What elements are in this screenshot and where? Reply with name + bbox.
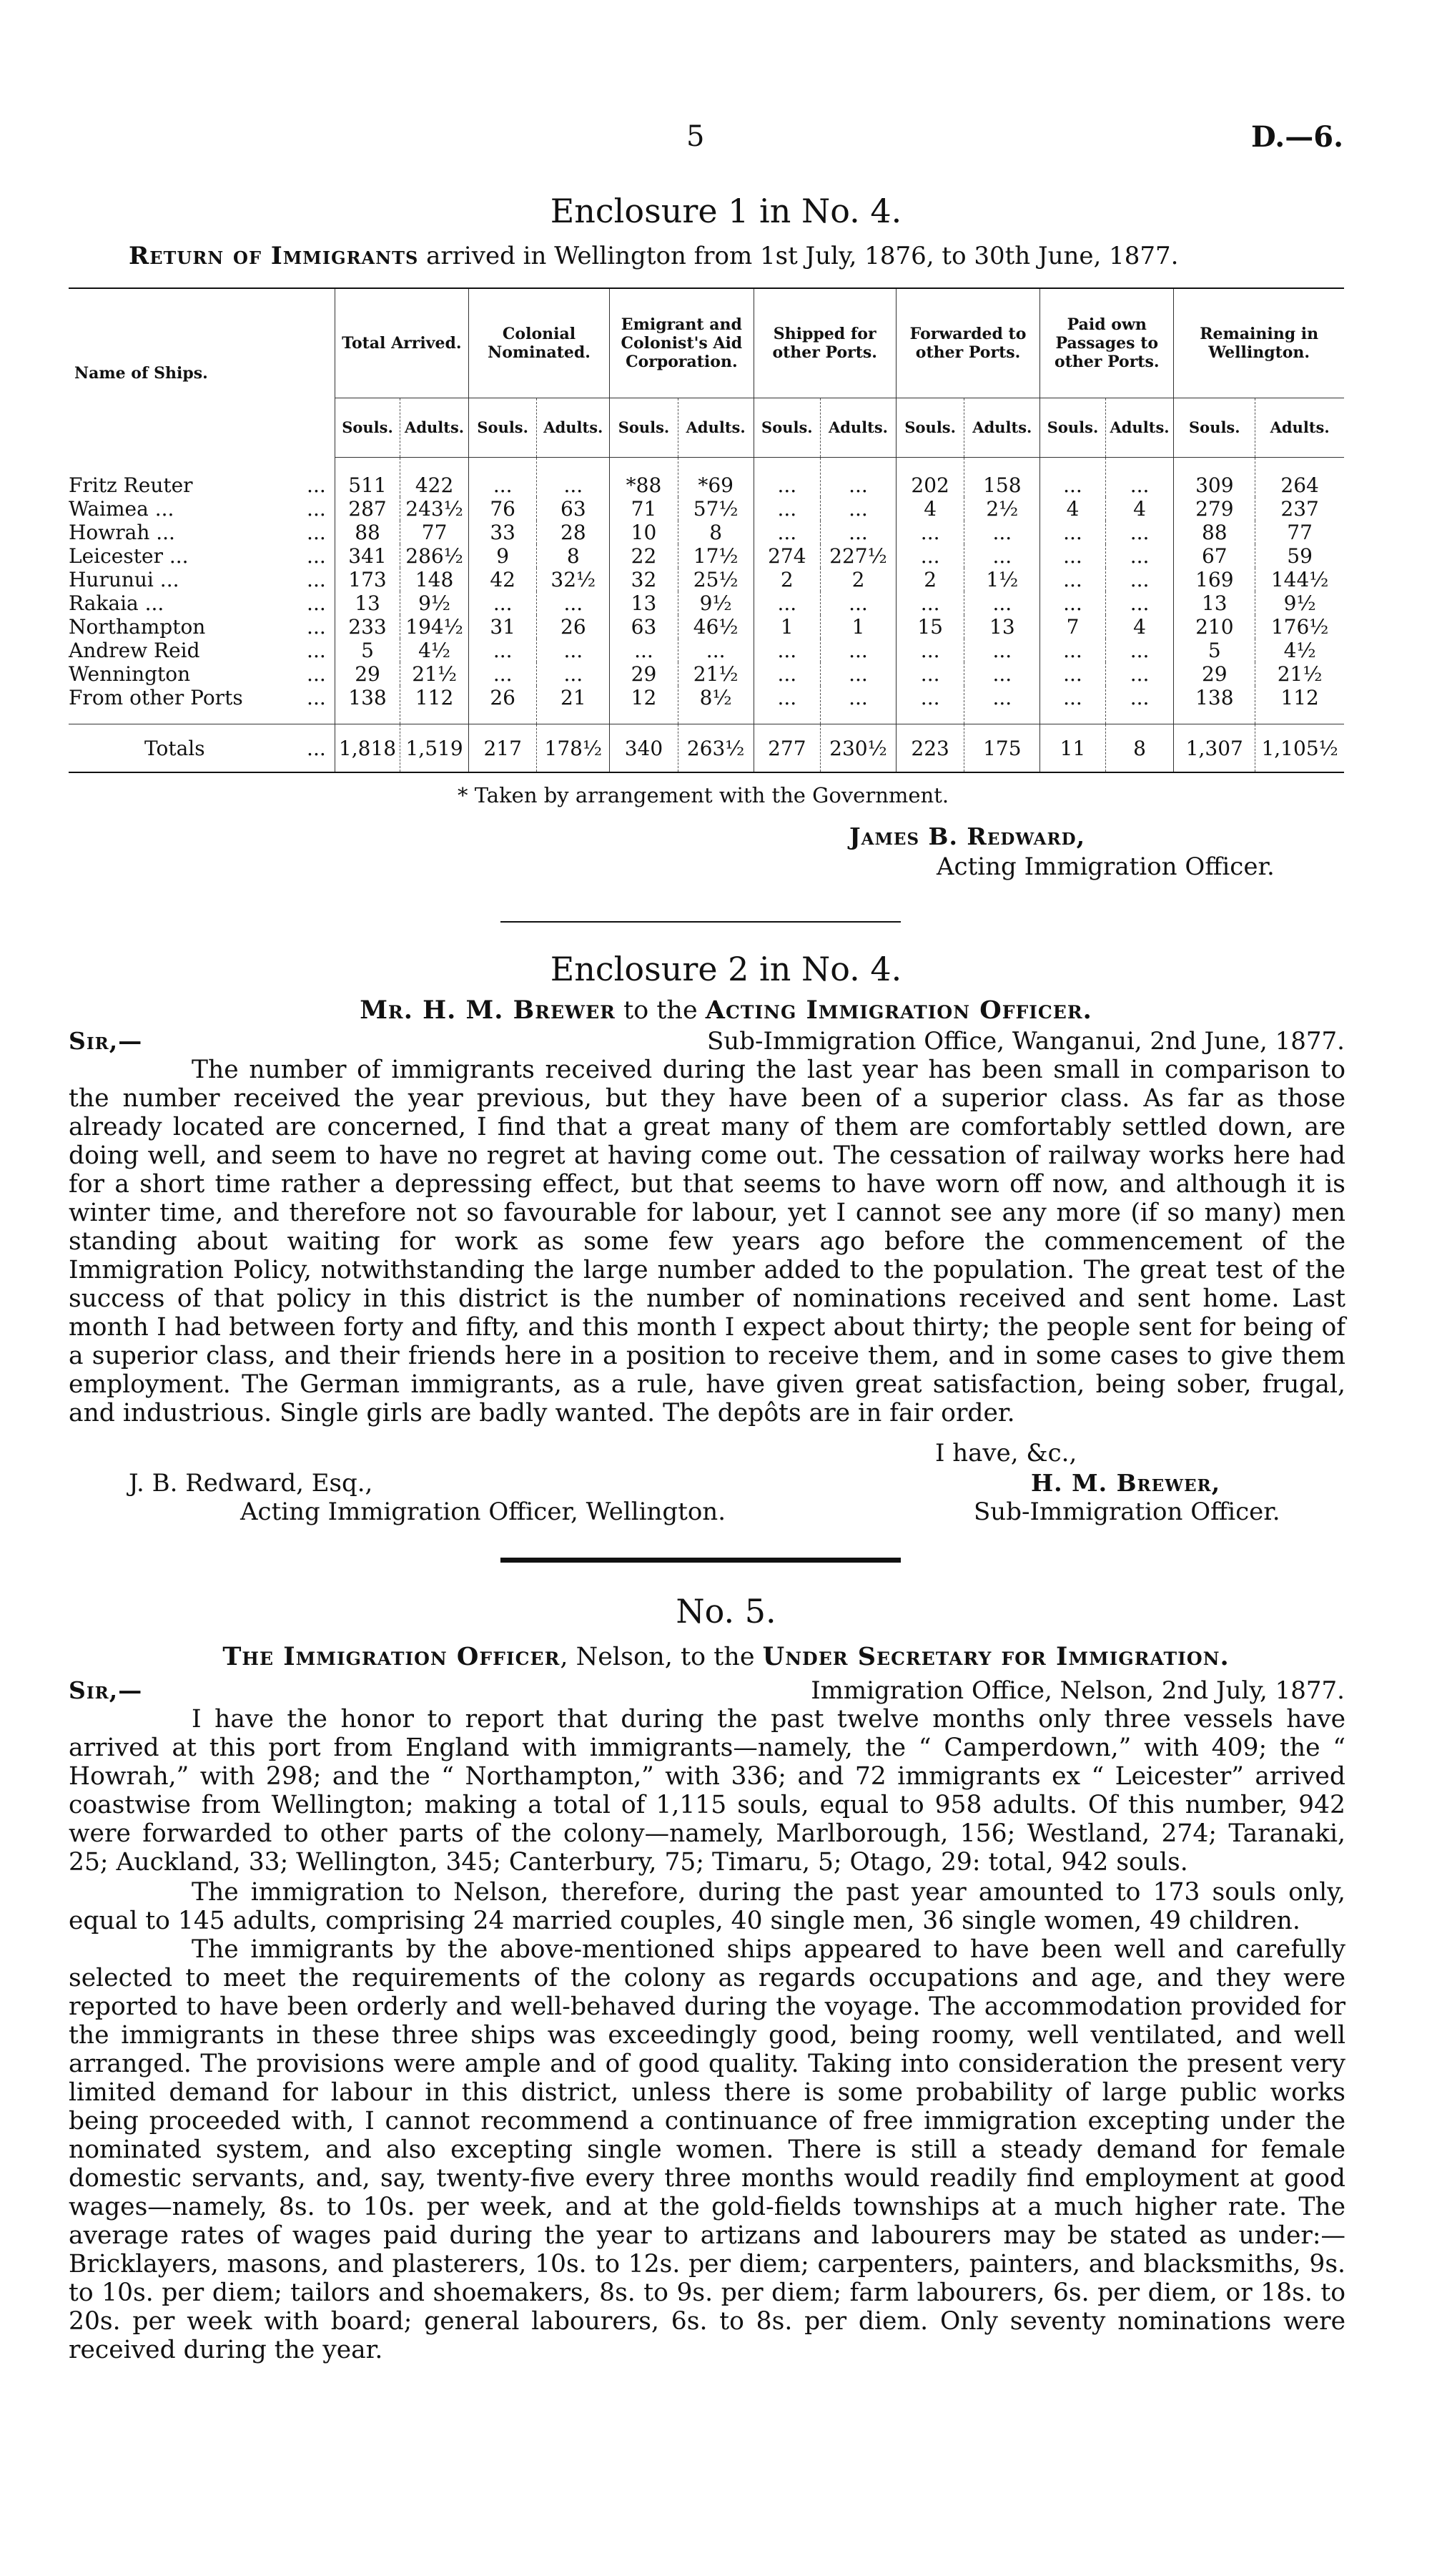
enclosure-1-title: Enclosure 1 in No. 4. [550, 192, 902, 230]
leader-dots: ... [307, 521, 326, 544]
cell-adults: ... [821, 497, 897, 521]
cell-souls: 7 [1040, 615, 1106, 639]
cell-adults: 57½ [678, 497, 754, 521]
totals-row [69, 724, 1344, 773]
cell-adults: ... [964, 521, 1040, 544]
cell-souls: ... [896, 591, 964, 615]
cell-souls: 1,818 [335, 724, 400, 773]
cell-adults: ... [821, 639, 897, 662]
letter-to: Acting Immigration Officer. [705, 996, 1092, 1025]
column-group-colonial-nominated: Colonial Nominated. [468, 288, 609, 398]
column-group-remaining-in-wellington: Remaining in Wellington. [1174, 288, 1344, 398]
cell-souls: ... [754, 497, 821, 521]
ship-name [69, 639, 335, 662]
leader-dots: ... [307, 639, 326, 662]
cell-adults: 9½ [678, 591, 754, 615]
cell-adults: 8 [678, 521, 754, 544]
cell-souls: 88 [335, 521, 400, 544]
cell-souls: ... [1040, 662, 1106, 686]
cell-adults: 264 [1280, 473, 1319, 497]
recipient-name: J. B. Redward, Esq., [129, 1469, 373, 1498]
cell-souls: ... [754, 662, 821, 686]
cell-adults: 2½ [964, 497, 1040, 521]
cell-adults: ... [1105, 521, 1174, 544]
subheader-adults: Adults. [821, 398, 897, 458]
table-row [69, 521, 1344, 544]
no5-paragraph-2: The immigration to Nelson, therefore, during the past year amounted to 173 souls only, equal to 145 adults, comprising 24 married couples, 40 single men, 36 single women, 49 children. [69, 1878, 1345, 1935]
cell-adults: 32½ [537, 568, 610, 591]
table-row [69, 615, 1344, 639]
cell-adults: 21½ [1277, 662, 1323, 686]
cell-adults: ... [964, 662, 1040, 686]
cell-adults: 46½ [678, 615, 754, 639]
cell-adults: 178½ [537, 724, 610, 773]
ship-name-text: Totals [144, 736, 205, 760]
no5-subheading [0, 1642, 1452, 1671]
signature-title: Acting Immigration Officer. [937, 852, 1275, 881]
ship-name-text: Howrah ... [69, 521, 175, 544]
cell-adults: 63 [537, 497, 610, 521]
ship-name [69, 591, 335, 615]
column-group-paid-own-passages: Paid own Passages to other Ports. [1040, 288, 1174, 398]
ship-name [69, 662, 335, 686]
leader-dots: ... [307, 615, 326, 639]
cell-adults: 9½ [1283, 591, 1316, 615]
letter-from: The Immigration Officer [222, 1642, 560, 1671]
cell-souls: ... [468, 662, 537, 686]
cell-adults: 21 [537, 686, 610, 724]
cell-adults: 8 [1105, 724, 1174, 773]
leader-dots: ... [307, 497, 326, 521]
column-group-shipped-for-other-ports: Shipped for other Ports. [754, 288, 896, 398]
ship-name-text: Rakaia ... [69, 591, 164, 615]
cell-adults: ... [1105, 591, 1174, 615]
subheader-adults: Adults. [1255, 398, 1344, 458]
leader-dots: ... [307, 736, 326, 760]
cell-adults: ... [1105, 662, 1174, 686]
cell-adults: 2 [821, 568, 897, 591]
column-group-forwarded-to-other-ports: Forwarded to other Ports. [896, 288, 1039, 398]
signer-title: Sub-Immigration Officer. [974, 1498, 1280, 1526]
cell-souls: ... [1040, 639, 1106, 662]
cell-adults: 77 [1287, 521, 1313, 544]
ship-name-text: Andrew Reid [69, 639, 200, 662]
cell-souls: 217 [468, 724, 537, 773]
cell-souls: 31 [468, 615, 537, 639]
cell-adults: 176½ [1270, 615, 1329, 639]
subheader-souls: Souls. [1174, 398, 1255, 458]
cell-souls: ... [896, 544, 964, 568]
leader-dots: ... [307, 568, 326, 591]
immigrants-return-table [69, 287, 1344, 773]
cell-souls: 1 [754, 615, 821, 639]
cell-adults: 227½ [821, 544, 897, 568]
cell-souls: ... [1040, 521, 1106, 544]
letter-address: Immigration Office, Nelson, 2nd July, 1877. [811, 1676, 1345, 1705]
letter-closing: I have, &c., [935, 1439, 1077, 1468]
cell-souls: ... [896, 521, 964, 544]
cell-adults: ... [537, 458, 610, 498]
subheader-souls: Souls. [896, 398, 964, 458]
cell-souls: 277 [754, 724, 821, 773]
ship-name [69, 686, 335, 724]
cell-adults: 28 [537, 521, 610, 544]
signer-name: H. M. Brewer, [1031, 1469, 1221, 1497]
cell-adults: ... [1105, 639, 1174, 662]
cell-souls: 5 [335, 639, 400, 662]
enclosure-2-subheading [0, 996, 1452, 1025]
cell-souls: 33 [468, 521, 537, 544]
cell-adults: ... [964, 591, 1040, 615]
cell-adults: ... [1105, 686, 1174, 724]
section-divider-thick [500, 1558, 901, 1563]
cell-souls: 71 [610, 497, 678, 521]
ship-name-text: From other Ports [69, 686, 243, 709]
cell-adults: ... [537, 591, 610, 615]
document-reference: D.—6. [1251, 120, 1343, 154]
cell-adults: 4 [1105, 497, 1174, 521]
leader-dots: ... [307, 544, 326, 568]
cell-souls: 2 [896, 568, 964, 591]
table-row [69, 497, 1344, 521]
signature-name: James B. Redward, [849, 822, 1086, 850]
cell-souls: 67 [1174, 544, 1255, 568]
cell-adults: 8½ [678, 686, 754, 724]
cell-adults: 243½ [400, 497, 469, 521]
cell-souls: 12 [610, 686, 678, 724]
cell-adults: 286½ [400, 544, 469, 568]
no5-title: No. 5. [676, 1592, 776, 1631]
ship-name [69, 568, 335, 591]
subheader-adults: Adults. [678, 398, 754, 458]
cell-souls: 2 [754, 568, 821, 591]
page-number: 5 [686, 120, 705, 153]
leader-dots: ... [307, 662, 326, 686]
cell-adults: 144½ [1270, 568, 1329, 591]
table-row [69, 662, 1344, 686]
cell-adults: 194½ [400, 615, 469, 639]
table-footnote: * Taken by arrangement with the Government. [458, 783, 949, 807]
cell-adults: 8 [537, 544, 610, 568]
cell-adults: 263½ [678, 724, 754, 773]
cell-souls: ... [1040, 591, 1106, 615]
subheader-adults: Adults. [964, 398, 1040, 458]
subheader-souls: Souls. [754, 398, 821, 458]
cell-souls: ... [896, 639, 964, 662]
cell-souls: 340 [610, 724, 678, 773]
cell-souls: 10 [610, 521, 678, 544]
enclosure-1-caption [129, 242, 1178, 270]
cell-adults: ... [678, 639, 754, 662]
cell-souls: 29 [610, 662, 678, 686]
cell-souls: 1,307 [1174, 724, 1255, 773]
cell-souls: 63 [610, 615, 678, 639]
cell-adults: 77 [400, 521, 469, 544]
cell-souls: 11 [1040, 724, 1106, 773]
cell-adults: ... [821, 458, 897, 498]
cell-adults: 230½ [821, 724, 897, 773]
cell-souls: 9 [468, 544, 537, 568]
cell-souls: ... [468, 639, 537, 662]
letter-to: Under Secretary for Immigration. [762, 1642, 1230, 1671]
cell-souls: ... [754, 458, 821, 498]
cell-souls: 511 [335, 458, 400, 498]
ship-name-text: Waimea ... [69, 497, 174, 521]
cell-souls: 287 [335, 497, 400, 521]
recipient-title: Acting Immigration Officer, Wellington. [240, 1498, 726, 1526]
cell-adults: ... [964, 639, 1040, 662]
cell-souls: 26 [468, 686, 537, 724]
cell-souls: 202 [896, 458, 964, 498]
cell-souls: *88 [610, 458, 678, 498]
cell-adults: 1,105½ [1255, 724, 1344, 773]
cell-souls: ... [754, 591, 821, 615]
cell-souls: 5 [1174, 639, 1255, 662]
leader-dots: ... [307, 473, 326, 497]
cell-souls: 29 [1174, 662, 1255, 686]
cell-adults: 13 [964, 615, 1040, 639]
cell-souls: 13 [610, 591, 678, 615]
cell-adults: 21½ [400, 662, 469, 686]
cell-adults: ... [821, 521, 897, 544]
cell-adults: 59 [1287, 544, 1313, 568]
ship-name [69, 724, 335, 773]
cell-adults: 175 [964, 724, 1040, 773]
table-row [69, 568, 1344, 591]
cell-adults: 21½ [678, 662, 754, 686]
cell-souls: ... [896, 662, 964, 686]
cell-adults: 26 [537, 615, 610, 639]
ship-name [69, 615, 335, 639]
cell-souls: 233 [335, 615, 400, 639]
ship-name [69, 497, 335, 521]
cell-souls: ... [1040, 458, 1106, 498]
leader-dots: ... [307, 591, 326, 615]
ship-name-text: Hurunui ... [69, 568, 179, 591]
cell-souls: 29 [335, 662, 400, 686]
subheader-adults: Adults. [1105, 398, 1174, 458]
cell-souls: 210 [1174, 615, 1255, 639]
table-row [69, 686, 1344, 724]
cell-adults: ... [1105, 544, 1174, 568]
enclosure-2-title: Enclosure 2 in No. 4. [550, 950, 902, 988]
cell-souls: ... [468, 591, 537, 615]
cell-adults: 17½ [678, 544, 754, 568]
cell-adults: 1,519 [400, 724, 469, 773]
section-divider [500, 921, 901, 923]
cell-souls: ... [754, 639, 821, 662]
cell-adults: 112 [400, 686, 469, 724]
subheading-connector: , Nelson, to the [560, 1643, 763, 1671]
salutation: Sir,— [69, 1676, 143, 1704]
table-row [69, 591, 1344, 615]
ship-name [69, 544, 335, 568]
cell-adults: ... [821, 686, 897, 724]
subheader-souls: Souls. [1040, 398, 1106, 458]
table-row [69, 639, 1344, 662]
cell-adults: 4½ [400, 639, 469, 662]
subheader-adults: Adults. [400, 398, 469, 458]
table-row [69, 544, 1344, 568]
cell-souls: 309 [1174, 458, 1255, 498]
cell-souls: 32 [610, 568, 678, 591]
cell-souls: 4 [1040, 497, 1106, 521]
cell-adults: ... [537, 639, 610, 662]
leader-dots: ... [307, 686, 326, 709]
cell-souls: 169 [1174, 568, 1255, 591]
table-body [69, 458, 1344, 773]
ship-name [69, 521, 335, 544]
no5-paragraph-1: I have the honor to report that during the past twelve months only three vessels have arrived at this port from England with immigrants—namely, the “ Camperdown,” with 409; the “ Howrah,” with 298; and the “ Northampton,” with 336; and 72 immigrants ex “ Leicester” arrived coastwise from Wellington; making a total of 1,115 souls, equal to 958 adults. Of this number, 942 were forwarded to other parts of the colony—namely, Marlborough, 156; Westland, 274; Taranaki, 25; Auckland, 33; Wellington, 345; Canterbury, 75; Timaru, 5; Otago, 29: total, 942 souls. [69, 1705, 1345, 1877]
cell-souls: ... [754, 686, 821, 724]
cell-adults: 148 [400, 568, 469, 591]
cell-souls: 13 [1174, 591, 1255, 615]
cell-souls: 138 [1174, 686, 1255, 724]
ship-name-text: Wennington [69, 662, 191, 686]
letter-from: Mr. H. M. Brewer [360, 996, 616, 1025]
subheader-souls: Souls. [335, 398, 400, 458]
cell-souls: 22 [610, 544, 678, 568]
letter-body: The number of immigrants received during the last year has been small in comparison to the number received the year previous, but they have been of a superior class. As far as those already located are concerned, I find that a great many of them are comfortably settled down, are doing well, and seem to have no regret at having come out. The cessation of railway works here had for a short time rather a depressing effect, but that seems to have worn off now, and although it is winter time, and therefore not so favourable for labour, yet I cannot see any more (if so many) men standing about waiting for work as some few years ago before the commencement of the Immigration Policy, notwithstanding the large number added to the population. The great test of the success of that policy in this district is the number of nominations received and sent home. Last month I had between forty and fifty, and this month I expect about thirty; the people sent for being of a superior class, and their friends here in a position to receive them, and in some cases to give them employment. The German immigrants, as a rule, have given great satisfaction, being sober, frugal, and industrious. Single girls are badly wanted. The depôts are in fair order. [69, 1056, 1345, 1427]
cell-souls: 4 [896, 497, 964, 521]
cell-adults: ... [821, 591, 897, 615]
cell-adults: 112 [1280, 686, 1319, 709]
cell-souls: ... [754, 521, 821, 544]
no5-paragraph-3: The immigrants by the above-mentioned ships appeared to have been well and carefully selected to meet the requirements of the colony as regards occupations and age, and they were reported to have been orderly and well-behaved during the voyage. The accommodation provided for the immigrants in these three ships was exceedingly good, being roomy, well ventilated, and well arranged. The provisions were ample and of good quality. Taking into consideration the present very limited demand for labour in this district, unless there is some probability of large public works being proceeded with, I cannot recommend a continuance of free immigration excepting under the nominated system, and also excepting single women. There is still a steady demand for female domestic servants, and, say, twenty-five every three months would readily find employment at good wages—namely, 8s. to 10s. per week, and at the gold-fields townships at a much higher rate. The average rates of wages paid during the year to artizans and labourers may be stated as under:—Bricklayers, masons, and plasterers, 10s. to 12s. per diem; carpenters, painters, and blacksmiths, 9s. to 10s. per diem; tailors and shoemakers, 8s. to 9s. per diem; farm labourers, 6s. per diem, or 18s. to 20s. per week with board; general labourers, 6s. to 8s. per diem. Only seventy nominations were received during the year. [69, 1935, 1345, 2364]
cell-souls: 76 [468, 497, 537, 521]
column-group-emigrant-corporation: Emigrant and Colonist's Aid Corporation. [610, 288, 754, 398]
cell-souls: 173 [335, 568, 400, 591]
cell-souls: ... [1040, 544, 1106, 568]
ship-name-text: Leicester ... [69, 544, 189, 568]
cell-souls: 138 [335, 686, 400, 724]
table-row [69, 458, 1344, 498]
cell-souls: ... [610, 639, 678, 662]
cell-souls: 341 [335, 544, 400, 568]
cell-adults: ... [1105, 458, 1174, 498]
ship-name-text: Fritz Reuter [69, 473, 193, 497]
column-header-name: Name of Ships. [69, 288, 335, 458]
cell-adults: 1½ [964, 568, 1040, 591]
cell-adults: ... [964, 544, 1040, 568]
subheader-souls: Souls. [468, 398, 537, 458]
cell-souls: ... [1040, 686, 1106, 724]
subheader-souls: Souls. [610, 398, 678, 458]
cell-adults: 158 [964, 458, 1040, 498]
cell-souls: 42 [468, 568, 537, 591]
caption-rest: arrived in Wellington from 1st July, 1876, to 30th June, 1877. [418, 242, 1179, 270]
cell-adults: 4 [1105, 615, 1174, 639]
cell-adults: ... [1105, 568, 1174, 591]
subheading-connector: to the [615, 996, 706, 1025]
cell-souls: 223 [896, 724, 964, 773]
cell-adults: ... [821, 662, 897, 686]
caption-lead: Return of Immigrants [129, 242, 419, 270]
cell-souls: 279 [1174, 497, 1255, 521]
cell-souls: ... [896, 686, 964, 724]
cell-adults: ... [964, 686, 1040, 724]
cell-souls: 274 [754, 544, 821, 568]
cell-adults: *69 [678, 458, 754, 498]
ship-name [69, 458, 335, 498]
cell-adults: 4½ [1283, 639, 1316, 662]
cell-souls: ... [1040, 568, 1106, 591]
cell-adults: ... [537, 662, 610, 686]
cell-souls: 15 [896, 615, 964, 639]
subheader-adults: Adults. [537, 398, 610, 458]
cell-adults: 1 [821, 615, 897, 639]
cell-adults: 422 [400, 458, 469, 498]
cell-souls: 88 [1174, 521, 1255, 544]
salutation: Sir,— [69, 1027, 143, 1055]
column-group-total-arrived: Total Arrived. [335, 288, 468, 398]
cell-souls: 13 [335, 591, 400, 615]
cell-souls: ... [468, 458, 537, 498]
letter-address: Sub-Immigration Office, Wanganui, 2nd June, 1877. [707, 1027, 1345, 1056]
cell-adults: 25½ [678, 568, 754, 591]
ship-name-text: Northampton [69, 615, 206, 639]
cell-adults: 9½ [400, 591, 469, 615]
cell-adults: 237 [1280, 497, 1319, 521]
